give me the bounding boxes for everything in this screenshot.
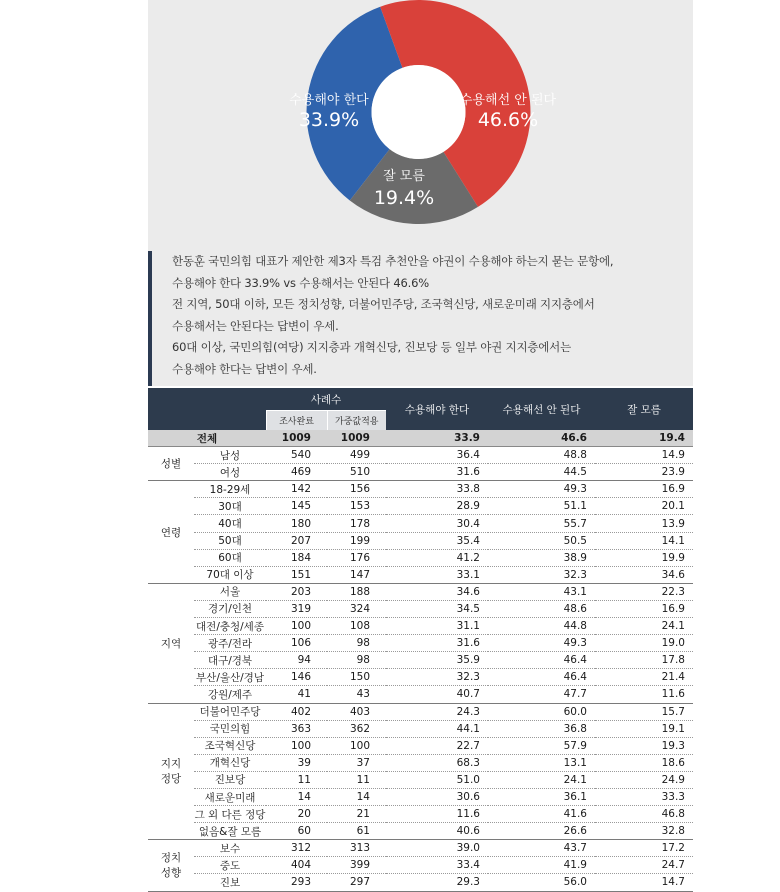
slice-value-label: 19.4% — [373, 187, 435, 209]
weighted-cell: 98 — [327, 652, 386, 669]
table-row — [148, 481, 693, 498]
accept-cell: 39.0 — [386, 840, 488, 857]
weighted-cell: 362 — [327, 720, 386, 737]
unknown-cell: 18.6 — [595, 754, 693, 771]
reject-cell: 44.8 — [488, 618, 595, 635]
row-label: 조국혁신당 — [194, 737, 266, 754]
accept-cell: 35.9 — [386, 652, 488, 669]
completed-cell: 203 — [266, 583, 327, 600]
weighted-cell: 188 — [327, 583, 386, 600]
group-label: 성별 — [148, 447, 194, 481]
completed-cell: 184 — [266, 549, 327, 566]
donut-hole — [372, 65, 466, 159]
weighted-cell: 156 — [327, 481, 386, 498]
accept-cell: 24.3 — [386, 703, 488, 720]
slice-name-label: 수용해야 한다 — [289, 93, 369, 108]
group-label: 정치 성향 — [148, 840, 194, 891]
summary-line: 수용해야 한다는 답변이 우세. — [172, 361, 317, 376]
unknown-cell: 19.3 — [595, 737, 693, 754]
unknown-cell: 24.7 — [595, 857, 693, 874]
weighted-cell: 153 — [327, 498, 386, 515]
completed-cell: 151 — [266, 566, 327, 583]
table-row — [148, 737, 693, 754]
reject-cell: 55.7 — [488, 515, 595, 532]
reject-cell: 43.7 — [488, 840, 595, 857]
unknown-cell: 24.9 — [595, 771, 693, 788]
weighted-cell: 510 — [327, 464, 386, 481]
table-row — [148, 464, 693, 481]
accept-cell: 36.4 — [386, 447, 488, 464]
row-label: 국민의힘 — [194, 720, 266, 737]
table-row — [148, 720, 693, 737]
accept-cell: 34.6 — [386, 583, 488, 600]
completed-cell: 146 — [266, 669, 327, 686]
table-row — [148, 823, 693, 840]
row-label: 광주/전라 — [194, 635, 266, 652]
unknown-cell: 17.2 — [595, 840, 693, 857]
row-label: 그 외 다른 정당 — [194, 806, 266, 823]
row-label: 18-29세 — [194, 481, 266, 498]
table-row — [148, 771, 693, 788]
completed-cell: 293 — [266, 874, 327, 891]
completed-cell: 142 — [266, 481, 327, 498]
row-label: 30대 — [194, 498, 266, 515]
reject-cell: 36.1 — [488, 788, 595, 805]
row-label: 경기/인천 — [194, 600, 266, 617]
table-row — [148, 857, 693, 874]
unknown-cell: 16.9 — [595, 600, 693, 617]
accept-cell: 40.7 — [386, 686, 488, 703]
accept-cell: 31.1 — [386, 618, 488, 635]
row-label: 보수 — [194, 840, 266, 857]
reject-cell: 48.8 — [488, 447, 595, 464]
table-row — [148, 652, 693, 669]
accept-cell: 33.4 — [386, 857, 488, 874]
accept-cell: 34.5 — [386, 600, 488, 617]
group-label: 지역 — [148, 583, 194, 703]
reject-cell: 51.1 — [488, 498, 595, 515]
reject-cell: 60.0 — [488, 703, 595, 720]
table-row — [148, 532, 693, 549]
accept-cell: 30.6 — [386, 788, 488, 805]
reject-cell: 47.7 — [488, 686, 595, 703]
reject-cell: 50.5 — [488, 532, 595, 549]
unknown-cell: 16.9 — [595, 481, 693, 498]
completed-cell: 402 — [266, 703, 327, 720]
summary-text — [172, 251, 613, 380]
weighted-cell: 61 — [327, 823, 386, 840]
completed-cell: 469 — [266, 464, 327, 481]
summary-panel — [148, 236, 693, 386]
weighted-cell: 297 — [327, 874, 386, 891]
row-label: 서울 — [194, 583, 266, 600]
table-row — [148, 447, 693, 464]
weighted-cell: 43 — [327, 686, 386, 703]
table-row — [148, 874, 693, 891]
summary-line: 수용해야 한다 33.9% vs 수용해서는 안된다 46.6% — [172, 275, 429, 290]
weighted-cell: 324 — [327, 600, 386, 617]
row-label: 남성 — [194, 447, 266, 464]
row-label: 강원/제주 — [194, 686, 266, 703]
accept-cell: 35.4 — [386, 532, 488, 549]
header-completed: 조사완료 — [266, 411, 327, 431]
group-label: 지지 정당 — [148, 703, 194, 840]
unknown-cell: 34.6 — [595, 566, 693, 583]
weighted-cell: 1009 — [327, 430, 386, 447]
donut-chart — [148, 0, 693, 236]
summary-accent-bar — [148, 251, 152, 386]
unknown-cell: 32.8 — [595, 823, 693, 840]
weighted-cell: 178 — [327, 515, 386, 532]
accept-cell: 40.6 — [386, 823, 488, 840]
weighted-cell: 100 — [327, 737, 386, 754]
accept-cell: 30.4 — [386, 515, 488, 532]
reject-cell: 48.6 — [488, 600, 595, 617]
table-row — [148, 840, 693, 857]
completed-cell: 20 — [266, 806, 327, 823]
accept-cell: 22.7 — [386, 737, 488, 754]
table-row — [148, 618, 693, 635]
completed-cell: 106 — [266, 635, 327, 652]
completed-cell: 180 — [266, 515, 327, 532]
row-label: 진보 — [194, 874, 266, 891]
weighted-cell: 199 — [327, 532, 386, 549]
reject-cell: 26.6 — [488, 823, 595, 840]
crosstab-table — [148, 388, 693, 892]
row-label: 여성 — [194, 464, 266, 481]
completed-cell: 145 — [266, 498, 327, 515]
row-label: 대전/충청/세종 — [194, 618, 266, 635]
slice-value-label: 46.6% — [477, 109, 539, 131]
header-weighted: 가중값적용 — [327, 411, 386, 431]
table-row — [148, 600, 693, 617]
accept-cell: 31.6 — [386, 464, 488, 481]
summary-line: 한동훈 국민의힘 대표가 제안한 제3자 특검 추천안을 야권이 수용해야 하는지 묻는 문항에, — [172, 254, 614, 268]
unknown-cell: 21.4 — [595, 669, 693, 686]
reject-cell: 13.1 — [488, 754, 595, 771]
unknown-cell: 11.6 — [595, 686, 693, 703]
donut-chart-panel — [148, 0, 693, 236]
completed-cell: 363 — [266, 720, 327, 737]
completed-cell: 100 — [266, 618, 327, 635]
unknown-cell: 33.3 — [595, 788, 693, 805]
row-label: 새로운미래 — [194, 788, 266, 805]
completed-cell: 1009 — [266, 430, 327, 447]
accept-cell: 51.0 — [386, 771, 488, 788]
header-accept: 수용해야 한다 — [386, 388, 488, 430]
header-reject: 수용해선 안 된다 — [488, 388, 595, 430]
reject-cell: 32.3 — [488, 566, 595, 583]
header-sample-size: 사례수 — [266, 388, 386, 411]
accept-cell: 33.8 — [386, 481, 488, 498]
unknown-cell: 17.8 — [595, 652, 693, 669]
accept-cell: 44.1 — [386, 720, 488, 737]
weighted-cell: 399 — [327, 857, 386, 874]
table-row — [148, 635, 693, 652]
reject-cell: 43.1 — [488, 583, 595, 600]
summary-line: 수용해서는 안된다는 답변이 우세. — [172, 318, 339, 333]
accept-cell: 68.3 — [386, 754, 488, 771]
completed-cell: 404 — [266, 857, 327, 874]
weighted-cell: 176 — [327, 549, 386, 566]
row-label: 중도 — [194, 857, 266, 874]
table-row — [148, 549, 693, 566]
unknown-cell: 13.9 — [595, 515, 693, 532]
weighted-cell: 150 — [327, 669, 386, 686]
row-label: 개혁신당 — [194, 754, 266, 771]
header-blank — [148, 388, 266, 430]
summary-line: 60대 이상, 국민의힘(여당) 지지층과 개혁신당, 진보당 등 일부 야권 지지층에서는 — [172, 340, 571, 354]
table-row — [148, 754, 693, 771]
accept-cell: 29.3 — [386, 874, 488, 891]
accept-cell: 33.1 — [386, 566, 488, 583]
summary-line: 전 지역, 50대 이하, 모든 정치성향, 더불어민주당, 조국혁신당, 새로운미래 지지층에서 — [172, 297, 595, 311]
completed-cell: 41 — [266, 686, 327, 703]
completed-cell: 60 — [266, 823, 327, 840]
reject-cell: 56.0 — [488, 874, 595, 891]
unknown-cell: 46.8 — [595, 806, 693, 823]
completed-cell: 207 — [266, 532, 327, 549]
completed-cell: 11 — [266, 771, 327, 788]
unknown-cell: 24.1 — [595, 618, 693, 635]
reject-cell: 46.6 — [488, 430, 595, 447]
table-row — [148, 788, 693, 805]
weighted-cell: 11 — [327, 771, 386, 788]
weighted-cell: 98 — [327, 635, 386, 652]
unknown-cell: 23.9 — [595, 464, 693, 481]
table-row — [148, 515, 693, 532]
table-row — [148, 806, 693, 823]
weighted-cell: 147 — [327, 566, 386, 583]
row-label: 진보당 — [194, 771, 266, 788]
unknown-cell: 15.7 — [595, 703, 693, 720]
completed-cell: 39 — [266, 754, 327, 771]
completed-cell: 319 — [266, 600, 327, 617]
table-row — [148, 566, 693, 583]
header-unknown: 잘 모름 — [595, 388, 693, 430]
weighted-cell: 403 — [327, 703, 386, 720]
row-label: 60대 — [194, 549, 266, 566]
row-label: 40대 — [194, 515, 266, 532]
unknown-cell: 14.9 — [595, 447, 693, 464]
unknown-cell: 14.1 — [595, 532, 693, 549]
reject-cell: 49.3 — [488, 481, 595, 498]
reject-cell: 57.9 — [488, 737, 595, 754]
accept-cell: 11.6 — [386, 806, 488, 823]
group-label: 연령 — [148, 481, 194, 584]
table-row — [148, 498, 693, 515]
reject-cell: 44.5 — [488, 464, 595, 481]
table-row — [148, 703, 693, 720]
row-label: 70대 이상 — [194, 566, 266, 583]
reject-cell: 46.4 — [488, 652, 595, 669]
unknown-cell: 19.1 — [595, 720, 693, 737]
table-row — [148, 686, 693, 703]
accept-cell: 41.2 — [386, 549, 488, 566]
reject-cell: 46.4 — [488, 669, 595, 686]
accept-cell: 31.6 — [386, 635, 488, 652]
accept-cell: 32.3 — [386, 669, 488, 686]
slice-name-label: 잘 모름 — [383, 169, 425, 184]
completed-cell: 312 — [266, 840, 327, 857]
reject-cell: 38.9 — [488, 549, 595, 566]
slice-value-label: 33.9% — [298, 109, 360, 131]
row-label: 없음&잘 모름 — [194, 823, 266, 840]
completed-cell: 100 — [266, 737, 327, 754]
row-label: 더불어민주당 — [194, 703, 266, 720]
unknown-cell: 20.1 — [595, 498, 693, 515]
table-row — [148, 669, 693, 686]
reject-cell: 41.9 — [488, 857, 595, 874]
unknown-cell: 22.3 — [595, 583, 693, 600]
total-row — [148, 430, 693, 447]
unknown-cell: 14.7 — [595, 874, 693, 891]
weighted-cell: 499 — [327, 447, 386, 464]
row-label: 대구/경북 — [194, 652, 266, 669]
row-label: 50대 — [194, 532, 266, 549]
accept-cell: 33.9 — [386, 430, 488, 447]
completed-cell: 94 — [266, 652, 327, 669]
weighted-cell: 21 — [327, 806, 386, 823]
slice-name-label: 수용해선 안 된다 — [459, 93, 557, 108]
total-label: 전체 — [148, 430, 266, 447]
unknown-cell: 19.9 — [595, 549, 693, 566]
reject-cell: 36.8 — [488, 720, 595, 737]
weighted-cell: 313 — [327, 840, 386, 857]
unknown-cell: 19.4 — [595, 430, 693, 447]
completed-cell: 540 — [266, 447, 327, 464]
weighted-cell: 108 — [327, 618, 386, 635]
reject-cell: 24.1 — [488, 771, 595, 788]
completed-cell: 14 — [266, 788, 327, 805]
unknown-cell: 19.0 — [595, 635, 693, 652]
row-label: 부산/울산/경남 — [194, 669, 266, 686]
accept-cell: 28.9 — [386, 498, 488, 515]
reject-cell: 41.6 — [488, 806, 595, 823]
weighted-cell: 14 — [327, 788, 386, 805]
weighted-cell: 37 — [327, 754, 386, 771]
reject-cell: 49.3 — [488, 635, 595, 652]
table-row — [148, 583, 693, 600]
